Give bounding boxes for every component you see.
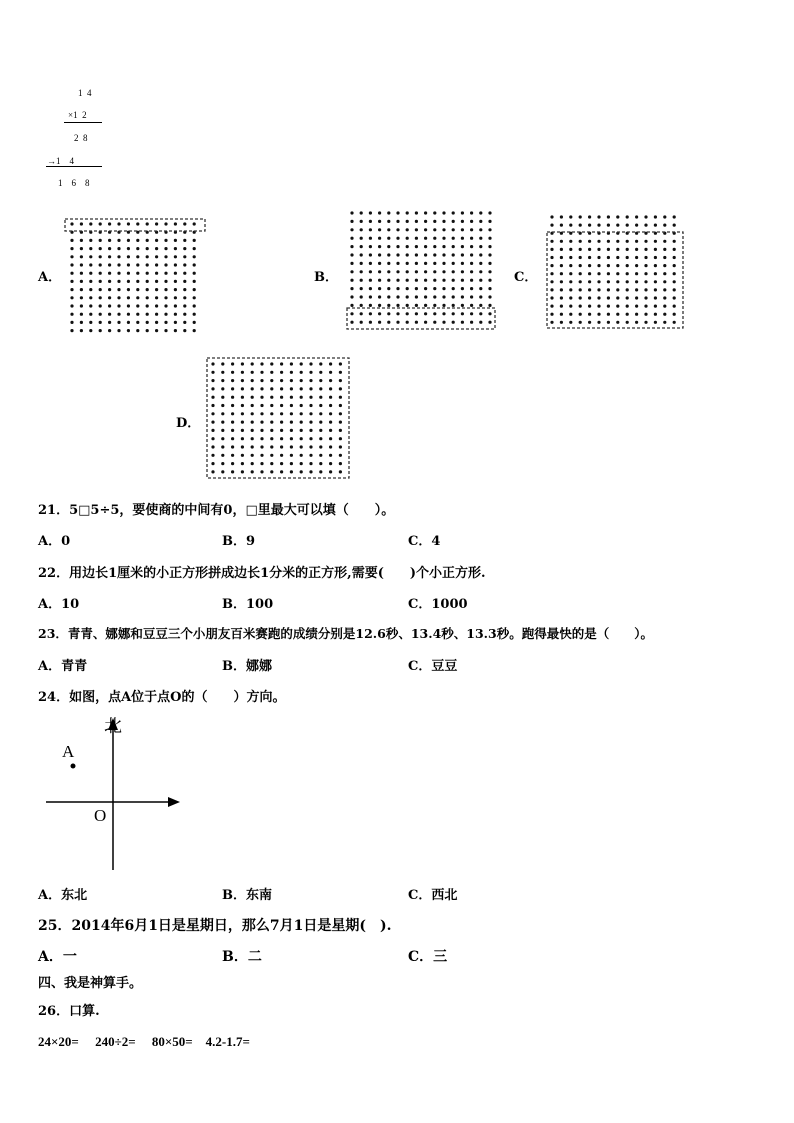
q25-option-c: C．三 — [408, 949, 448, 965]
point-a-label: A — [62, 742, 75, 761]
q21-option-b: B．9 — [222, 534, 256, 549]
question-26: 26．口算. — [38, 1004, 100, 1019]
calc-row-4: →1 4 — [47, 156, 74, 166]
q22-option-c: C．1000 — [408, 597, 468, 612]
q24-option-b: B．东南 — [222, 888, 272, 903]
question-24: 24．如图，点A位于点O的（ ）方向。 — [38, 690, 286, 705]
q23-option-b: B．娜娜 — [222, 659, 272, 674]
mental-math-problems: 24×20= 240÷2= 80×50= 4.2-1.7= — [38, 1034, 250, 1049]
point-o-label: O — [94, 806, 107, 825]
option-b-label: B． — [314, 270, 338, 285]
calc-line-2 — [46, 166, 102, 167]
q25-option-b: B．二 — [222, 949, 262, 965]
q24-option-c: C．西北 — [408, 888, 458, 903]
option-d-figure — [204, 355, 352, 481]
q22-option-a: A．10 — [38, 597, 80, 612]
option-a-figure — [62, 216, 208, 334]
question-21: 21．5□5÷5，要使商的中间有0，□里最大可以填（ ）。 — [38, 503, 395, 518]
q21-option-c: C．4 — [408, 534, 441, 549]
option-c-figure — [544, 212, 686, 332]
calc-line-1 — [64, 122, 102, 123]
calc-row-3: 2 8 — [74, 133, 88, 143]
q24-option-a: A．东北 — [38, 888, 88, 903]
q22-option-b: B．100 — [222, 597, 274, 612]
calc-row-2: ×1 2 — [68, 110, 87, 120]
option-c-label: C． — [514, 270, 538, 285]
calc-row-5: 1 6 8 — [58, 178, 90, 188]
question-23: 23．青青、娜娜和豆豆三个小朋友百米赛跑的成绩分别是12.6秒、13.4秒、13.3秒。跑得最快的是（ ）。 — [38, 626, 653, 641]
option-d-label: D． — [176, 416, 201, 431]
section-4-title: 四、我是神算手。 — [38, 976, 143, 991]
question-25: 25．2014年6月1日是星期日，那么7月1日是星期( ). — [38, 918, 392, 934]
q23-option-a: A．青青 — [38, 659, 88, 674]
point-a-dot — [71, 764, 76, 769]
q21-option-a: A．0 — [38, 534, 71, 549]
question-22: 22．用边长1厘米的小正方形拼成边长1分米的正方形,需要( )个小正方形. — [38, 566, 486, 581]
q23-option-c: C．豆豆 — [408, 659, 458, 674]
calc-row-1: 1 4 — [78, 88, 92, 98]
q25-option-a: A．一 — [38, 949, 77, 965]
north-label: 北 — [104, 716, 122, 737]
east-arrow — [168, 797, 180, 807]
option-b-figure — [344, 208, 500, 334]
option-a-label: A． — [38, 270, 62, 285]
